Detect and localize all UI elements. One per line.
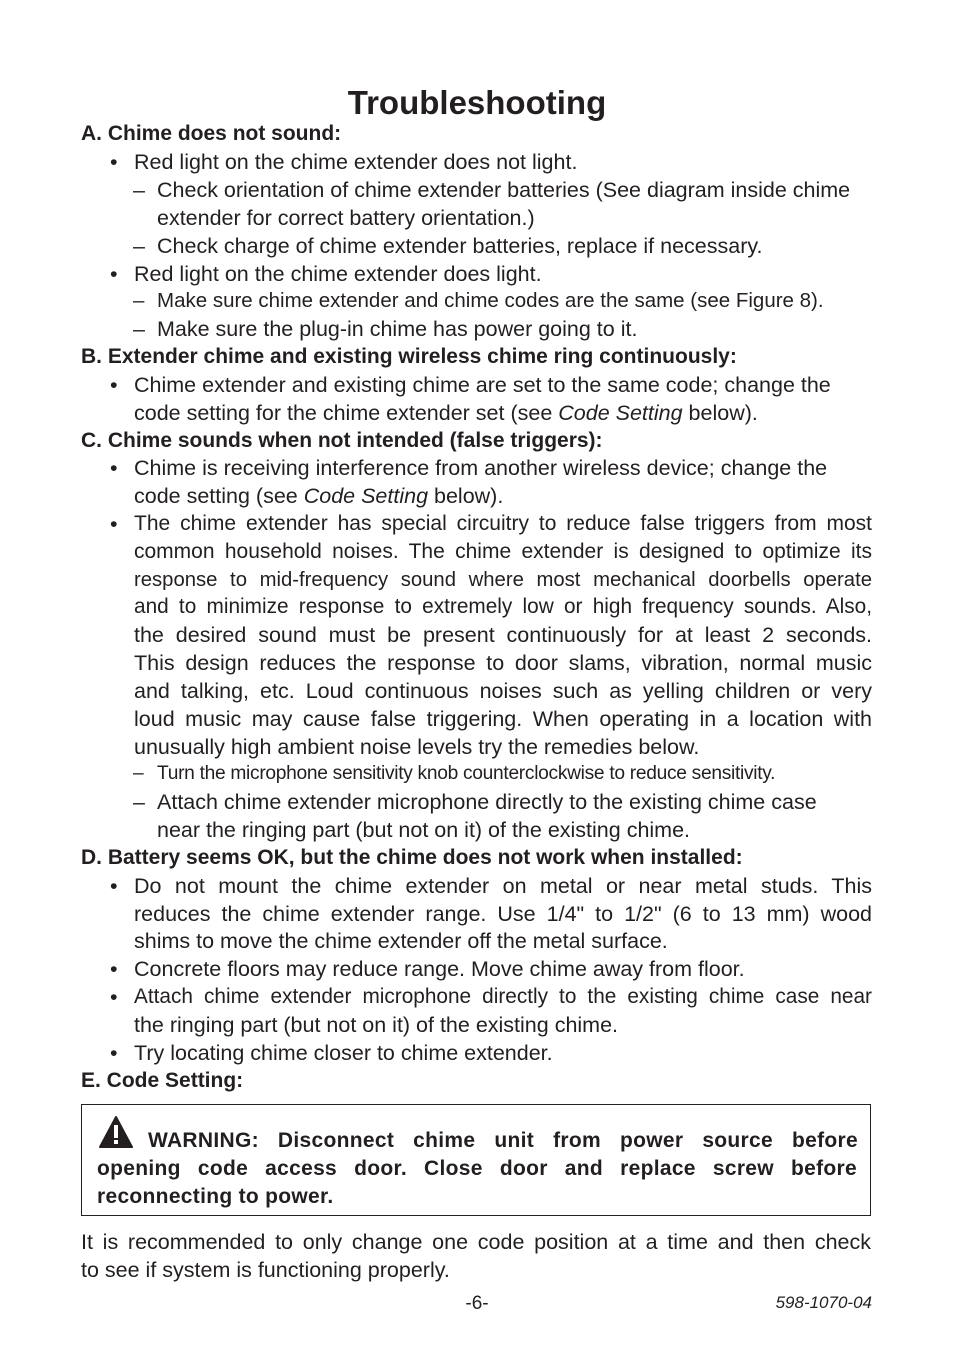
bullet-symbol: • (110, 262, 118, 286)
bullet-symbol: • (110, 1041, 118, 1065)
dash-symbol: – (133, 790, 145, 814)
section-c-heading: C. Chime sounds when not intended (false triggers): (81, 429, 603, 452)
dash-symbol: – (133, 178, 145, 202)
list-item: – Turn the microphone sensitivity knob counterclockwise to reduce sensitivity. (133, 760, 775, 788)
paragraph-line: Attach chime extender microphone directly to the existing chime case near (134, 985, 872, 1008)
bullet-symbol: • (110, 957, 118, 981)
list-item: – Attach chime extender microphone directly to the existing chime case (133, 790, 817, 814)
paragraph-line: reduces the chime extender range. Use 1/4" to 1/2" (6 to 13 mm) wood (134, 902, 872, 926)
list-item: • Concrete floors may reduce range. Move chime away from floor. (110, 957, 745, 981)
list-item: • Red light on the chime extender does not light. (110, 150, 578, 174)
list-item-continuation: code setting for the chime extender set (see Code Setting below). (134, 401, 758, 425)
list-item: – Check orientation of chime extender batteries (See diagram inside chime (133, 178, 851, 202)
dash-symbol: – (133, 763, 144, 784)
list-item: • Try locating chime closer to chime extender. (110, 1041, 553, 1065)
list-item-continuation: extender for correct battery orientation.) (157, 206, 535, 230)
warning-triangle-icon (98, 1115, 134, 1149)
paragraph-line: Do not mount the chime extender on metal or near metal studs. This (134, 874, 872, 898)
page-number: -6- (465, 1293, 489, 1314)
list-item: – Check charge of chime extender batteries, replace if necessary. (133, 234, 763, 258)
paragraph-line: and talking, etc. Loud continuous noises such as yelling children or very (134, 679, 872, 703)
paragraph-line: the ringing part (but not on it) of the existing chime. (134, 1013, 619, 1037)
paragraph-line: The chime extender has special circuitry to reduce false triggers from most (134, 512, 872, 535)
paragraph-line: unusually high ambient noise levels try the remedies below. (134, 735, 700, 759)
section-d-heading: D. Battery seems OK, but the chime does not work when installed: (81, 846, 743, 869)
paragraph-line: response to mid-frequency sound where most mechanical doorbells operate (134, 569, 872, 591)
bullet-symbol: • (110, 150, 118, 174)
section-a-heading: A. Chime does not sound: (81, 122, 342, 145)
warning-text-line: WARNING: Disconnect chime unit from power source before (148, 1129, 858, 1152)
page-title: Troubleshooting (347, 84, 607, 121)
paragraph-line: This design reduces the response to door slams, vibration, normal music (134, 651, 872, 675)
section-b-heading: B. Extender chime and existing wireless chime ring continuously: (81, 345, 737, 368)
list-item: – Make sure the plug-in chime has power going to it. (133, 317, 638, 341)
list-item-continuation: near the ringing part (but not on it) of the existing chime. (157, 818, 691, 842)
list-item: – Make sure chime extender and chime codes are the same (see Figure 8). (133, 287, 824, 315)
instruction-line: It is recommended to only change one code position at a time and then check (81, 1230, 871, 1254)
dash-symbol: – (133, 234, 145, 258)
paragraph-line: common household noises. The chime extender is designed to optimize its (134, 540, 872, 563)
instruction-line: to see if system is functioning properly. (81, 1258, 450, 1282)
list-item: • Chime extender and existing chime are set to the same code; change the (110, 373, 831, 397)
section-e-heading: E. Code Setting: (81, 1069, 244, 1092)
bullet-symbol: • (110, 874, 118, 898)
paragraph-line: shims to move the chime extender off the metal surface. (134, 929, 668, 953)
document-number: 598-1070-04 (775, 1293, 872, 1312)
paragraph-line: the desired sound must be present continuously for at least 2 seconds. (134, 623, 872, 647)
dash-symbol: – (133, 317, 145, 341)
list-item: • Chime is receiving interference from another wireless device; change the (110, 456, 828, 480)
paragraph-line: loud music may cause false triggering. When operating in a location with (134, 707, 872, 731)
warning-text-line: reconnecting to power. (97, 1185, 334, 1208)
bullet-symbol: • (110, 456, 118, 480)
list-item-continuation: code setting (see Code Setting below). (134, 484, 504, 508)
warning-text-line: opening code access door. Close door and replace screw before (97, 1157, 857, 1180)
bullet-symbol: • (110, 373, 118, 397)
dash-symbol: – (133, 289, 145, 312)
bullet-symbol: • (110, 512, 118, 536)
list-item: • Red light on the chime extender does light. (110, 262, 542, 286)
paragraph-line: and to minimize response to extremely low or high frequency sounds. Also, (134, 595, 872, 618)
warning-box (81, 1104, 871, 1216)
bullet-symbol: • (110, 985, 118, 1009)
